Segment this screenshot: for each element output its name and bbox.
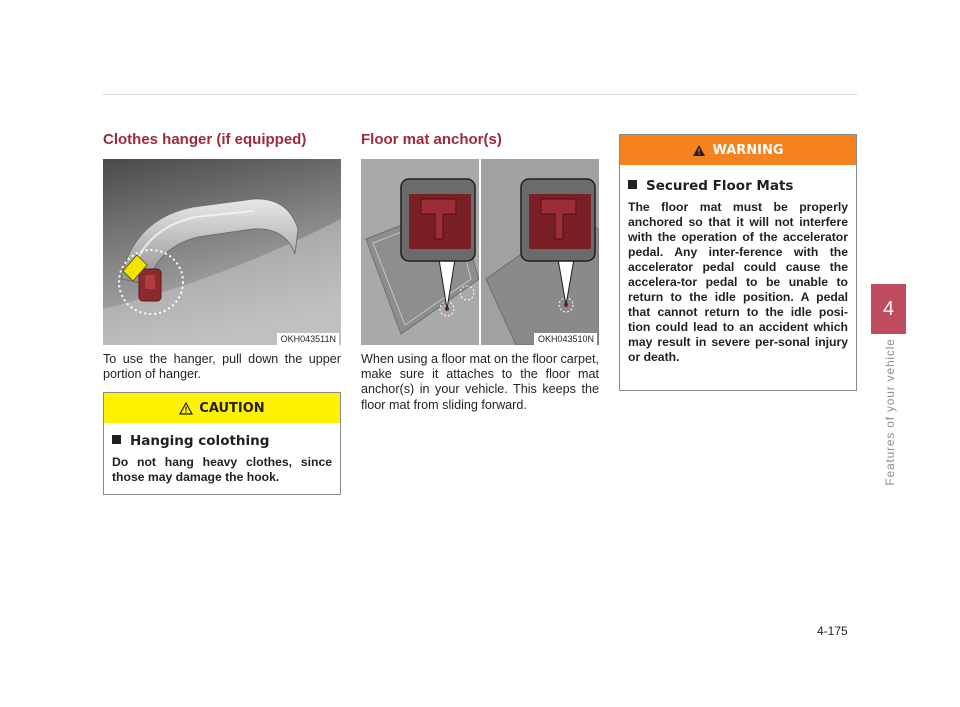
floor-mat-figure	[361, 159, 599, 345]
page-number: 4-175	[817, 624, 848, 638]
floor-mat-figure-code: OKH043510N	[534, 333, 597, 345]
caution-box	[103, 392, 341, 495]
clothes-hanger-figure-code: OKH043511N	[277, 333, 339, 345]
clothes-hanger-body: To use the hanger, pull down the upper portion of hanger.	[103, 352, 341, 382]
clothes-hanger-illustration	[103, 159, 341, 345]
section-tab: 4	[871, 284, 906, 334]
caution-label: CAUTION	[199, 400, 265, 416]
clothes-hanger-heading: Clothes hanger (if equipped)	[103, 131, 307, 148]
clothes-hanger-figure	[103, 159, 341, 345]
section-label: Features of your vehicle	[883, 338, 897, 486]
warning-title	[628, 178, 848, 194]
warning-bullet-icon	[628, 180, 637, 189]
caution-text: Do not hang heavy clothes, since those may damage the hook.	[112, 455, 332, 484]
floor-mat-heading: Floor mat anchor(s)	[361, 131, 502, 148]
caution-title	[112, 433, 332, 449]
warning-text: The floor mat must be properly anchored so that it will not interfere with the operation of the accelerator pedal. Any inter-ference with the accelerator pedal could cause the accelera-tor pedal to be unable to return to the idle position. A pedal that cannot return to the idle posi-tion could lead to an accident which may result in severe per-sonal injury or death.	[628, 200, 848, 364]
warning-box	[619, 134, 857, 391]
warning-label: WARNING	[712, 142, 784, 158]
caution-header	[104, 393, 340, 423]
caution-title-text: Hanging colothing	[130, 433, 270, 449]
warning-triangle-icon	[692, 144, 706, 157]
warning-header	[620, 135, 856, 165]
caution-triangle-icon	[179, 402, 193, 415]
top-divider	[103, 94, 857, 95]
caution-bullet-icon	[112, 435, 121, 444]
floor-mat-illustration	[361, 159, 599, 345]
floor-mat-body: When using a floor mat on the floor carpet, make sure it attaches to the floor mat anchor(s) in your vehicle. This keeps the floor mat from sliding forward.	[361, 352, 600, 412]
warning-title-text: Secured Floor Mats	[646, 178, 794, 194]
